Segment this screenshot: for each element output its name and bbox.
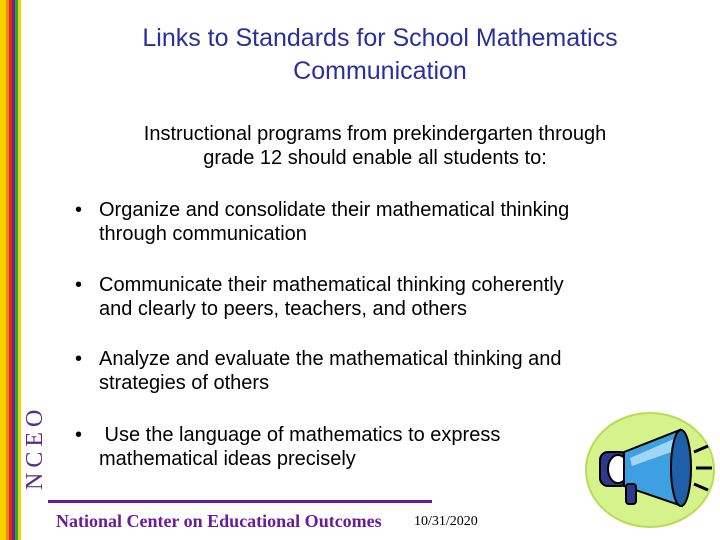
side-logo-nceo: NCEO	[22, 404, 48, 490]
intro-line-2: grade 12 should enable all students to:	[203, 147, 547, 169]
intro-line-1: Instructional programs from prekindergarten through	[143, 123, 607, 145]
slide-title	[60, 22, 700, 88]
side-color-stripes	[0, 0, 22, 540]
intro-text	[60, 122, 690, 170]
bullet-line-2: through communication	[99, 223, 307, 245]
bullet-line-2: mathematical ideas precisely	[99, 448, 356, 470]
bullet-item	[75, 273, 719, 321]
title-line-2: Communication	[293, 57, 467, 85]
bullet-line-1: Communicate their mathematical thinking coherently	[99, 274, 564, 296]
title-line-1: Links to Standards for School Mathematics	[142, 24, 618, 52]
footer-divider	[48, 500, 432, 503]
bullet-item	[75, 347, 719, 395]
bullet-marker: •	[75, 348, 83, 370]
bullet-line-2: and clearly to peers, teachers, and others	[99, 298, 467, 320]
bullet-marker: •	[75, 274, 83, 296]
bullet-line-1: Analyze and evaluate the mathematical thinking and	[99, 348, 562, 370]
bullet-marker: •	[75, 199, 83, 221]
bullet-line-1: Use the language of mathematics to express	[99, 424, 501, 446]
bullet-marker: •	[75, 424, 83, 446]
footer-organization: National Center on Educational Outcomes	[56, 511, 382, 531]
stripe-yellow-inner	[18, 0, 21, 540]
bullet-item	[75, 198, 719, 246]
footer-date: 10/31/2020	[414, 514, 478, 529]
bullet-line-1: Organize and consolidate their mathematical thinking	[99, 199, 570, 221]
bullet-line-2: strategies of others	[99, 372, 270, 394]
megaphone-icon	[582, 408, 718, 530]
